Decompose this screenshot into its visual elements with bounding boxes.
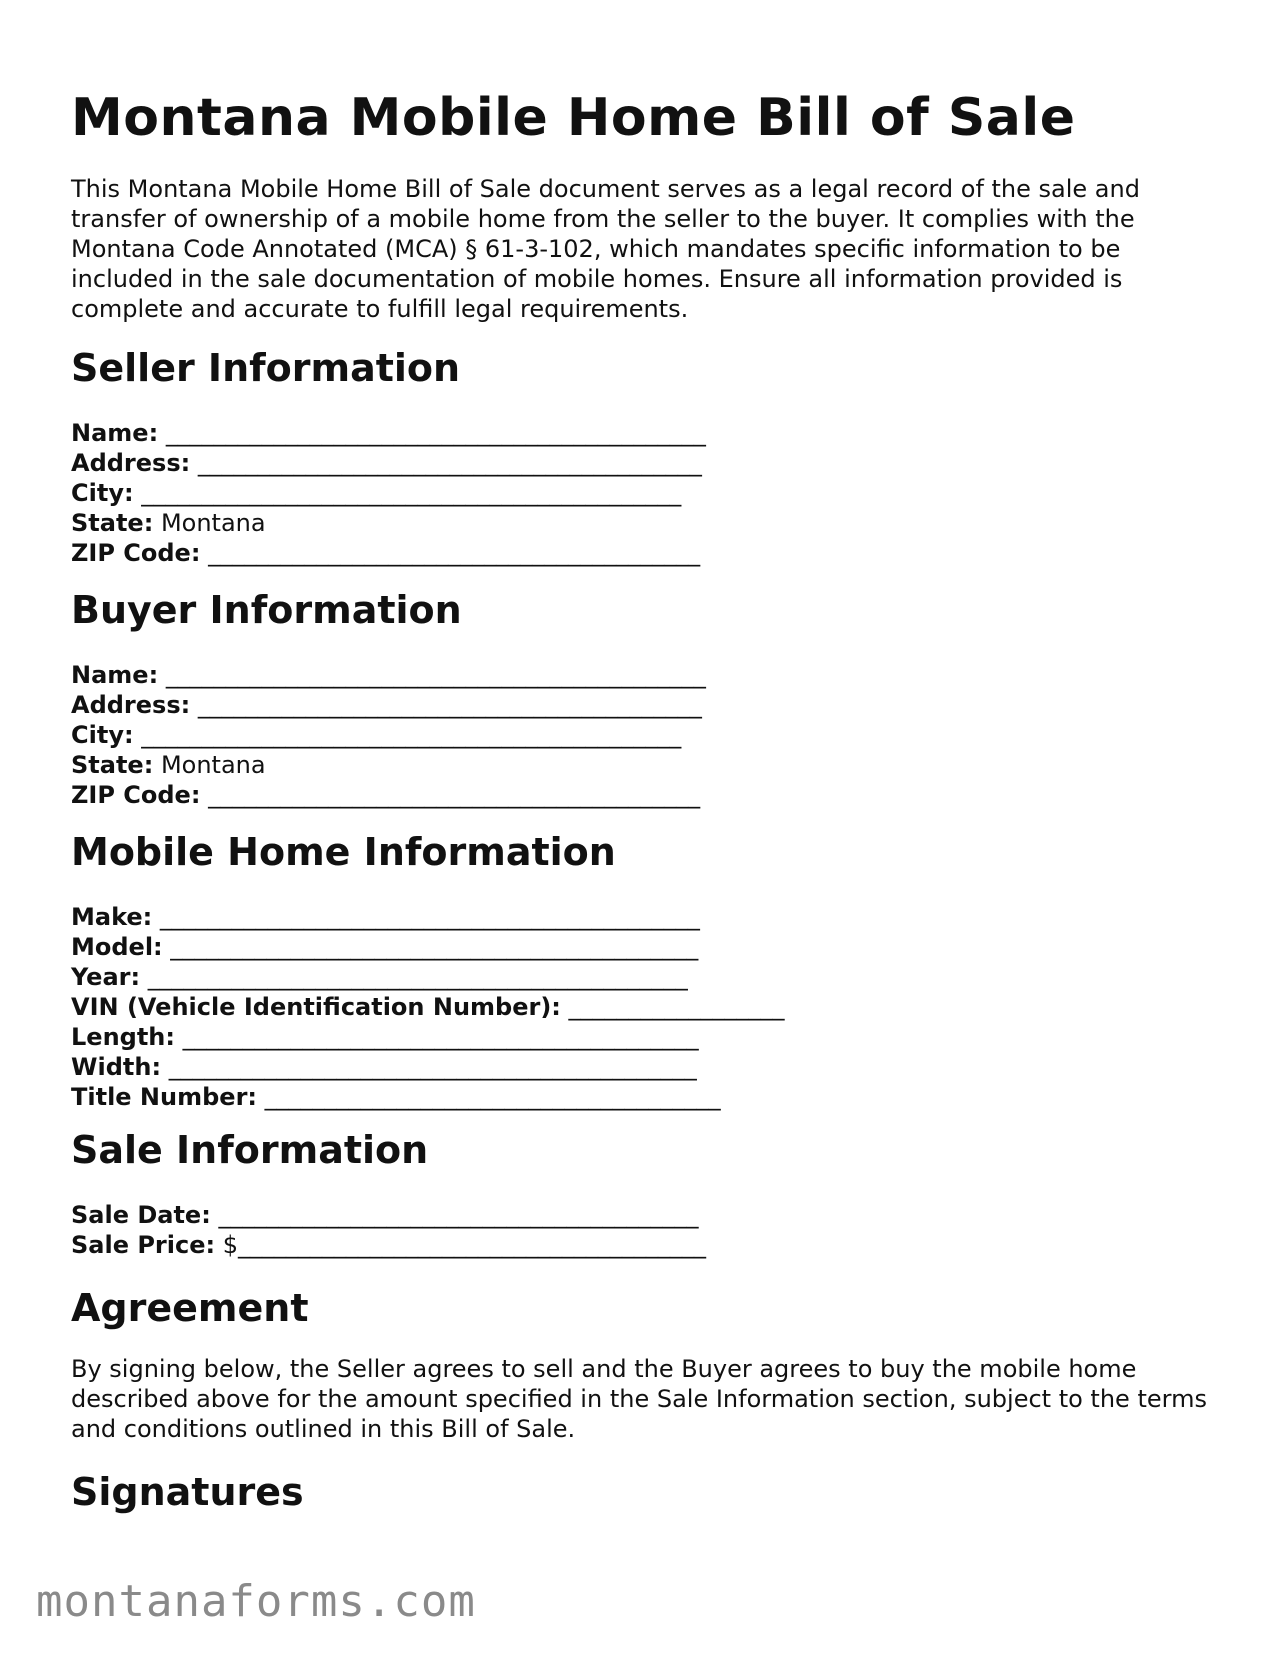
- title-number-field: [71, 1082, 785, 1112]
- field-label: ZIP Code:: [71, 781, 201, 809]
- width-field: [71, 1052, 785, 1082]
- fill-line: __________________: [568, 993, 785, 1021]
- buyer-state-field: [71, 750, 706, 780]
- seller-name-field: [71, 418, 706, 448]
- fill-line: $_______________________________________: [222, 1231, 707, 1259]
- seller-city-field: [71, 478, 706, 508]
- field-label: Make:: [71, 903, 153, 931]
- field-label: Name:: [71, 661, 159, 689]
- field-label: ZIP Code:: [71, 539, 201, 567]
- fill-line: ________________________________________: [218, 1201, 699, 1229]
- year-field: [71, 962, 785, 992]
- sale-heading: Sale Information: [71, 1128, 429, 1172]
- fill-line: __________________________________________: [197, 449, 702, 477]
- seller-address-field: [71, 448, 706, 478]
- mobile-home-fields: [71, 902, 785, 1112]
- field-label: Name:: [71, 419, 159, 447]
- fill-line: __________________________________________: [197, 691, 702, 719]
- signatures-heading: Signatures: [71, 1470, 304, 1514]
- field-label: State:: [71, 751, 154, 779]
- seller-zip-field: [71, 538, 706, 568]
- field-label: Title Number:: [71, 1083, 257, 1111]
- field-label: City:: [71, 721, 134, 749]
- field-label: Year:: [71, 963, 141, 991]
- fill-line: _____________________________________________: [141, 721, 682, 749]
- field-label: State:: [71, 509, 154, 537]
- field-label: Length:: [71, 1023, 175, 1051]
- seller-heading: Seller Information: [71, 346, 461, 390]
- vin-field: [71, 992, 785, 1022]
- fill-line: ____________________________________________: [170, 933, 699, 961]
- field-label: Model:: [71, 933, 163, 961]
- fill-line: _________________________________________: [208, 539, 701, 567]
- sale-date-field: [71, 1200, 706, 1230]
- field-label: VIN (Vehicle Identification Number):: [71, 993, 561, 1021]
- sale-price-field: [71, 1230, 706, 1260]
- buyer-zip-field: [71, 780, 706, 810]
- fill-line: _____________________________________________: [165, 419, 706, 447]
- sale-fields: [71, 1200, 706, 1260]
- field-value: Montana: [160, 751, 266, 779]
- field-label: City:: [71, 479, 134, 507]
- fill-line: _____________________________________________: [147, 963, 688, 991]
- model-field: [71, 932, 785, 962]
- agreement-paragraph: By signing below, the Seller agrees to sell and the Buyer agrees to buy the mobile home described above for the amount specified in the Sale Information section, subject to the terms and conditions outlined in this Bill of Sale.: [71, 1355, 1207, 1443]
- fill-line: _________________________________________: [208, 781, 701, 809]
- field-value: Montana: [160, 509, 266, 537]
- mobile-home-heading: Mobile Home Information: [71, 830, 616, 874]
- field-label: Sale Date:: [71, 1201, 211, 1229]
- fill-line: ______________________________________: [264, 1083, 721, 1111]
- agreement-heading: Agreement: [71, 1286, 309, 1330]
- buyer-fields: [71, 660, 706, 810]
- seller-state-field: [71, 508, 706, 538]
- buyer-name-field: [71, 660, 706, 690]
- length-field: [71, 1022, 785, 1052]
- fill-line: ____________________________________________: [168, 1053, 697, 1081]
- field-label: Address:: [71, 449, 191, 477]
- watermark: montanaforms.com: [36, 1576, 476, 1627]
- buyer-heading: Buyer Information: [71, 588, 462, 632]
- fill-line: ___________________________________________: [182, 1023, 699, 1051]
- fill-line: _____________________________________________: [165, 661, 706, 689]
- make-field: [71, 902, 785, 932]
- field-label: Sale Price:: [71, 1231, 216, 1259]
- intro-paragraph: This Montana Mobile Home Bill of Sale document serves as a legal record of the sale and transfer of ownership of a mobile home from the seller to the buyer. It complies with the Montana Code Annotated (MCA) § 61-3-102, which mandates specific information to be included in the sale documentation of mobile homes. Ensure all information provided is complete and accurate to fulfill legal requirements.: [71, 175, 1140, 323]
- fill-line: _____________________________________________: [141, 479, 682, 507]
- buyer-address-field: [71, 690, 706, 720]
- seller-fields: [71, 418, 706, 568]
- fill-line: _____________________________________________: [159, 903, 700, 931]
- field-label: Address:: [71, 691, 191, 719]
- field-label: Width:: [71, 1053, 162, 1081]
- document-title: Montana Mobile Home Bill of Sale: [71, 88, 1076, 148]
- buyer-city-field: [71, 720, 706, 750]
